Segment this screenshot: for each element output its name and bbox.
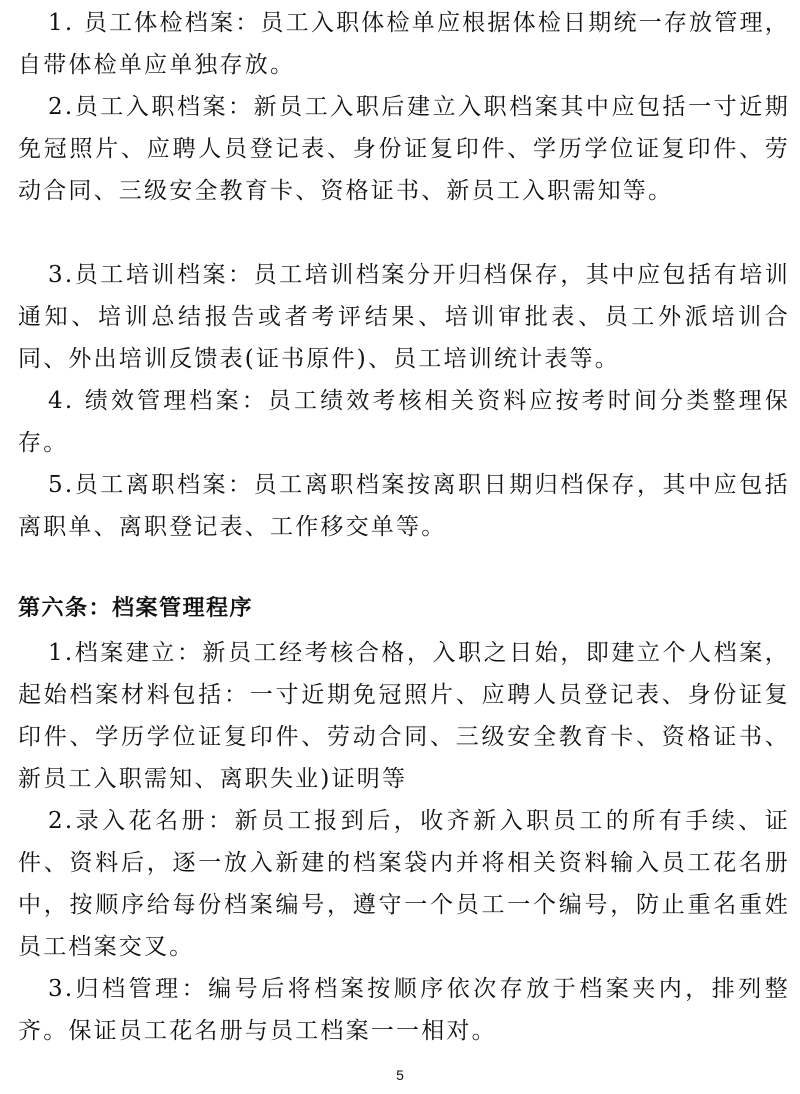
article-six-heading: 第六条：档案管理程序 <box>18 596 254 621</box>
paragraph-resignation-archive: 5.员工离职档案：员工离职档案按离职日期归档保存，其中应包括离职单、离职登记表、工作移交单等。 <box>18 472 790 540</box>
page-number: 5 <box>396 1067 404 1083</box>
paragraph-archive-creation: 1.档案建立：新员工经考核合格，入职之日始，即建立个人档案，起始档案材料包括：一寸近期免冠照片、应聘人员登记表、身份证复印件、学历学位证复印件、劳动合同、三级安全教育卡、资格证书、新员工入职需知、离职失业)证明等 <box>18 640 790 792</box>
paragraph-training-archive: 3.员工培训档案：员工培训档案分开归档保存，其中应包括有培训通知、培训总结报告或者考评结果、培训审批表、员工外派培训合同、外出培训反馈表(证书原件)、员工培训统计表等。 <box>18 262 790 372</box>
paragraph-onboarding-archive: 2.员工入职档案：新员工入职后建立入职档案其中应包括一寸近期免冠照片、应聘人员登记表、身份证复印件、学历学位证复印件、劳动合同、三级安全教育卡、资格证书、新员工入职需知等。 <box>18 94 790 204</box>
paragraph-filing-management: 3.归档管理：编号后将档案按顺序依次存放于档案夹内，排列整齐。保证员工花名册与员工档案一一相对。 <box>18 976 790 1044</box>
paragraph-performance-archive: 4. 绩效管理档案：员工绩效考核相关资料应按考时间分类整理保存。 <box>18 388 790 456</box>
paragraph-medical-archive: 1. 员工体检档案：员工入职体检单应根据体检日期统一存放管理，自带体检单应单独存放。 <box>18 10 790 78</box>
paragraph-roster-entry: 2.录入花名册：新员工报到后，收齐新入职员工的所有手续、证件、资料后，逐一放入新建的档案袋内并将相关资料输入员工花名册中，按顺序给每份档案编号，遵守一个员工一个编号，防止重名重姓员工档案交叉。 <box>18 808 790 960</box>
